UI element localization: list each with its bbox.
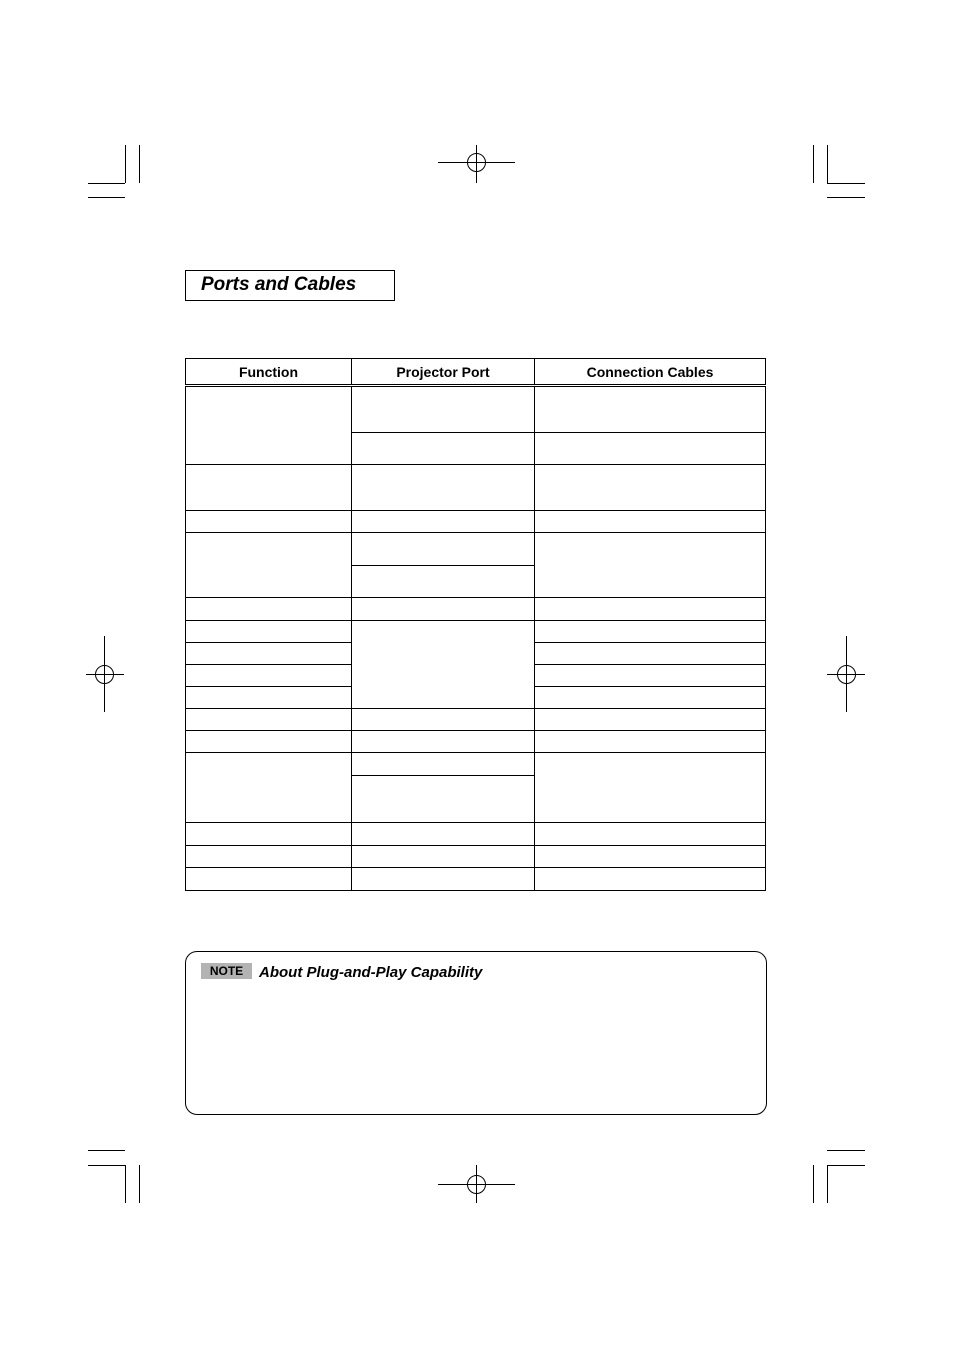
section-title: Ports and Cables (185, 270, 395, 301)
table-row (186, 465, 766, 511)
column-header-projector-port: Projector Port (352, 359, 535, 386)
table-cell (352, 709, 535, 731)
table-cell (535, 665, 766, 687)
table-cell (535, 598, 766, 621)
table-cell (535, 621, 766, 643)
table-cell (352, 868, 535, 891)
table-cell (535, 643, 766, 665)
table-cell (352, 776, 535, 823)
table-cell (352, 598, 535, 621)
table-cell (186, 511, 352, 533)
table-cell (186, 386, 352, 465)
table-cell (186, 465, 352, 511)
table-row (186, 511, 766, 533)
table-row (186, 823, 766, 846)
table-cell (186, 665, 352, 687)
note-box (185, 951, 767, 1115)
table-cell (352, 621, 535, 709)
table-cell (352, 386, 535, 433)
table-cell (535, 687, 766, 709)
table-cell (186, 709, 352, 731)
table-cell (186, 846, 352, 868)
table-cell (186, 598, 352, 621)
table-cell (186, 731, 352, 753)
table-row (186, 846, 766, 868)
table-cell (535, 731, 766, 753)
table-cell (186, 868, 352, 891)
table-cell (352, 753, 535, 776)
table-cell (352, 433, 535, 465)
column-header-function: Function (186, 359, 352, 386)
table-row (186, 386, 766, 433)
table-cell (535, 465, 766, 511)
table-cell (535, 511, 766, 533)
table-cell (535, 709, 766, 731)
column-header-connection-cables: Connection Cables (535, 359, 766, 386)
table-row (186, 598, 766, 621)
table-cell (186, 621, 352, 643)
table-cell (535, 386, 766, 433)
table-cell (186, 753, 352, 823)
table-row (186, 753, 766, 776)
table-row (186, 621, 766, 643)
table-cell (535, 846, 766, 868)
table-row (186, 731, 766, 753)
table-cell (535, 753, 766, 823)
table-cell (186, 687, 352, 709)
table-cell (352, 511, 535, 533)
table-row (186, 868, 766, 891)
table-cell (352, 566, 535, 598)
table-cell (186, 643, 352, 665)
table-row (186, 709, 766, 731)
table-header-row (186, 359, 766, 386)
table-cell (535, 533, 766, 598)
table-cell (352, 823, 535, 846)
table-cell (352, 533, 535, 566)
table-cell (352, 846, 535, 868)
table-cell (186, 823, 352, 846)
table-cell (535, 868, 766, 891)
table-cell (352, 731, 535, 753)
table-cell (352, 465, 535, 511)
ports-and-cables-table (185, 358, 766, 891)
note-heading: About Plug-and-Play Capability (259, 964, 483, 981)
table-cell (535, 433, 766, 465)
note-badge: NOTE (201, 963, 252, 979)
table-row (186, 533, 766, 566)
table-cell (186, 533, 352, 598)
table-cell (535, 823, 766, 846)
